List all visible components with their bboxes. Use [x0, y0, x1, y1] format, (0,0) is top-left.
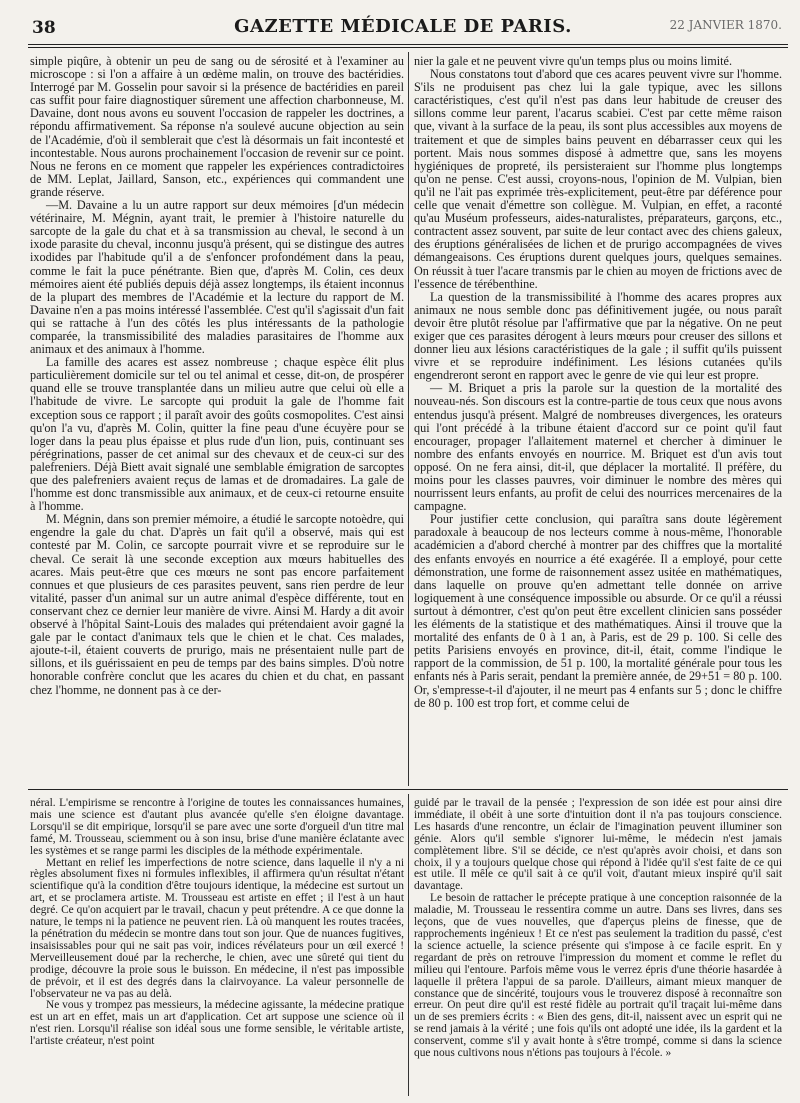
paragraph: simple piqûre, à obtenir un peu de sang ou de sérosité et à l'examiner au microscope : si l'on a affaire à un œdème malin, on trouve des bactéridies. Interrogé par M. Gosselin pour savoir si la présence de bactéridies en pareil cas suffit pour faire diagnostiquer sûrement une affection charbonneuse, M. Davaine, dont nous avons eu souvent l'occasion de rappeler les doctrines, a répondu affirmativement. Sa réponse n'a soulevé aucune objection au sein de l'Académie, d'où il semblerait que c'est là désormais un fait incontesté et incontestable. Nous aurons prochainement l'occasion de revenir sur ce point. Nous ne ferons en ce moment que rappeler les expériences contradictoires de MM. Leplat, Jaillard, Sanson, etc., expériences qui commandent une grande réserve.: [30, 55, 404, 199]
paragraph: M. Mégnin, dans son premier mémoire, a étudié le sarcopte notoèdre, qui engendre la gale du chat. D'après un fait qu'il a observé, mais qui est contesté par M. Colin, ce sarcopte pourrait vivre et se reproduire sur le cheval. Ce serait là une seconde exception aux mœurs habituelles des acares. Mais peut-être que ces mœurs ne sont pas encore parfaitement connues et que plusieurs de ces parasites peuvent, sans rien perdre de leur vitalité, passer d'un animal sur un autre animal d'espèce différente, tout en conservant chez ce dernier leur manière de vivre. Ainsi M. Hardy a dit avoir observé à l'hôpital Saint-Louis des malades qui prétendaient avoir gagné la gale par le contact d'animaux tels que le chien et le chat. Ces malades, ajoute-t-il, étaient couverts de prurigo, mais ne présentaient nulle part de sillons, et ils guérissaient en peu de temps par des bains simples. D'où notre honorable confrère conclut que les acares du chien et du chat, en passant chez l'homme, ne donnent pas à ce der-: [30, 512, 404, 697]
paragraph: nier la gale et ne peuvent vivre qu'un temps plus ou moins limité.: [414, 55, 732, 68]
paragraph: La question de la transmissibilité à l'homme des acares propres aux animaux ne nous semble donc pas définitivement jugée, ou nous paraît devoir être plutôt résolue par l'affirmative que par la négative. On ne peut exiger que ces parasites dérogent à leurs mœurs pour creuser des sillons et donner lieu aux lésions caractéristiques de la gale ; il suffit qu'ils puissent vivre et se reproduire indéfiniment. Les lésions cutanées qu'ils engendreront seront en rapport avec le genre de vie qui leur est propre.: [414, 289, 782, 383]
section-divider: [28, 789, 788, 790]
paragraph: Pour justifier cette conclusion, qui paraîtra sans doute légèrement paradoxale à beaucoup de nos lecteurs comme à nous-même, l'honorable académicien a d'abord cherché à montrer par des chiffres que la mortalité des enfants envoyés en nourrice a été exagérée. Il a employé, pour cette démonstration, une forme de raisonnement assez usitée en mathématiques, dans laquelle on prouve qu'en admettant telle donnée on arrive logiquement à une conséquence impossible ou absurde. Or ce qu'il a réussi surtout à démontrer, c'est qu'on peut être excellent clinicien sans posséder les éléments de la statistique et des mathématiques. Ainsi il trouve que la mortalité des enfants de 0 à 1 an, à Paris, est de 29 p. 100. Si celle des petits Parisiens envoyés en province, dit-il, était, comme l'indique le rapport de la commission, de 51 p. 100, la mortalité générale pour tous les enfants nés à Paris serait, pendant la première année, de 29+51 = 80 p. 100. Or, s'empresse-t-il d'ajouter, il ne meurt pas 4 enfants sur 5 ; donc le chiffre de 80 p. 100 est trop fort, et comme celui de: [414, 512, 782, 710]
top-right-column: [414, 55, 782, 783]
column-divider-bottom: [408, 794, 409, 1096]
header-rule: [28, 44, 788, 45]
paragraph: La famille des acares est assez nombreuse ; chaque espèce élit plus particulièrement domicile sur tel ou tel animal et cesse, dit-on, de prospérer quand elle se trouve transplantée dans un milieu autre que celui où elle a l'habitude de vivre. Le sarcopte qui produit la gale de l'homme fait exception sous ce rapport ; il paraît avoir des goûts cosmopolites. C'est ainsi qu'on l'a vu, d'après M. Colin, quitter la fine peau d'une écuyère pour se loger dans la peau plus épaisse et plus rude d'un lion, puis, continuant ses pérégrinations, passer de cet animal sur des chevaux et de ceux-ci sur des palefreniers. Déjà Biett avait signalé une semblable émigration de sarcoptes que des palefreniers avaient reçus de lamas et de dromadaires. La gale de l'homme est donc transmissible aux animaux, et de ceux-ci retourne ensuite à l'homme.: [30, 355, 404, 514]
newspaper-page: [18, 8, 788, 1098]
page-header: [18, 8, 788, 40]
paragraph: Ne vous y trompez pas messieurs, la médecine agissante, la médecine pratique est un art en effet, mais un art d'application. Cet art suppose une science où il n'est rien. Lorsqu'il réalise son idéal sous une forme sensible, le véritable artiste, l'artiste créateur, n'est point: [30, 999, 404, 1048]
journal-title: GAZETTE MÉDICALE DE PARIS.: [234, 16, 572, 37]
issue-date: 22 JANVIER 1870.: [669, 18, 782, 32]
column-divider-top: [408, 52, 409, 786]
feuilleton-right-column: [414, 798, 782, 1098]
paragraph: guidé par le travail de la pensée ; l'expression de son idée est pour ainsi dire immédiate, il obéit à une sorte d'intuition dont il n'a pas toujours conscience. Les hasards d'une rencontre, un éclair de l'imagination peuvent illuminer son génie. Alors qu'il semble s'ignorer lui-même, le médecin n'est jamais complètement libre. S'il se décide, ce n'est qu'après avoir choisi, et dans son choix, il y a toujours quelque chose qui répond à l'idée qu'il s'est faite de ce qui est utile. Il mêle ce qu'il sait à ce qu'il voit, d'autant mieux inspiré qu'il sait davantage.: [414, 798, 782, 893]
paragraph: — M. Briquet a pris la parole sur la question de la mortalité des nouveau-nés. Son discours est la contre-partie de tous ceux que nous avons entendus jusqu'à présent. Malgré de nombreuses divergences, les orateurs qui l'ont précédé à la tribune étaient d'accord sur ce point qu'il faut encourager, propager l'allaitement maternel et chercher à diminuer le nombre des enfants envoyés en nourrice. M. Briquet est d'un avis tout opposé. On ne fera ainsi, dit-il, que déplacer la mortalité. Il préfère, du moins pour les classes pauvres, voir diminuer le nombre des mères qui nourrissent leurs enfants, au profit de celui des nourrices mercenaires de la campagne.: [414, 381, 782, 514]
header-rule-thin: [28, 47, 788, 48]
paragraph: Le besoin de rattacher le précepte pratique à une conception raisonnée de la maladie, M. Trousseau le ressentira comme un autre. Dans ses livres, dans ses leçons, que de vues nouvelles, que d'aperçus pleins de finesse, que de rapprochements ingénieux ! Et ce n'est pas seulement la tradition du passé, c'est la science actuelle, la science présente qui s'impose à ce facile esprit. En y regardant de près on retrouve l'impression du moment et comme le reflet du milieu qui l'entoure. Parfois même vous le verrez épris d'une théorie hasardée à laquelle il prêtera l'appui de sa parole. D'ailleurs, aimant mieux manquer de constance que de sincérité, toujours vous le trouverez disposé à reconnaître son erreur. On peut dire qu'il est resté fidèle au portrait qu'il traçait lui-même dans un de ses premiers écrits : « Bien des gens, dit-il, naissent avec un esprit qui ne se rend jamais à la vérité ; une fois qu'ils ont adopté une idée, ils la gardent et la conservent, comme s'il y avait honte à s'être trompé, comme si dans la science que nous cultivons nous n'étions pas toujours à l'école. »: [414, 892, 782, 1060]
page-number: 38: [32, 18, 56, 38]
feuilleton-left-column: [30, 798, 404, 1098]
paragraph: néral. L'empirisme se rencontre à l'origine de toutes les connaissances humaines, mais une science est d'autant plus avancée qu'elle s'en éloigne davantage. Lorsqu'il se dit empirique, lorsqu'il se pare avec une sorte d'orgueil d'un titre mal famé, M. Trousseau, sciemment ou à son insu, brise d'une manière éclatante avec les systèmes et se range parmi les disciples de la méthode expérimentale.: [30, 798, 404, 857]
paragraph: Nous constatons tout d'abord que ces acares peuvent vivre sur l'homme. S'ils ne produisent pas chez lui la gale typique, avec les sillons caractéristiques, c'est qu'il n'est pas dans leur habitude de creuser des sillons comme leur parent, l'acarus scabiei. C'est par cette même raison que, vivant à la surface de la peau, ils sont plus accessibles aux moyens de traitement et que de simples bains peuvent en débarrasser ceux qui les portent. Mais nous sommes disposé à admettre que, sans les moyens hygiéniques de propreté, ils persisteraient sur l'homme plus longtemps qu'on ne pense. C'est aussi, croyons-nous, l'opinion de M. Vulpian, bien qu'il ne l'ait pas exprimée très-explicitement, peut-être par déférence pour celle que venait d'émettre son collègue. M. Vulpian, en effet, a raconté qu'au Muséum professeurs, aides-naturalistes, préparateurs, garçons, etc., contractent assez souvent, par suite de leur contact avec des chiens galeux, des éruptions généralisées de lichen et de prurigo accompagnées de vives démangeaisons. Ces éruptions durent quelques jours, quelques semaines. On réussit à tuer l'acare transmis par le chien au moyen de frictions avec de l'essence de térébenthine.: [414, 67, 782, 291]
top-left-column: [30, 55, 404, 783]
paragraph: Mettant en relief les imperfections de notre science, dans laquelle il n'y a ni règles absolument fixes ni formules inflexibles, il affirmera qu'un résultat n'étant scientifique qu'à la condition d'être toujours identique, la médecine est surtout un art, et se proclamera artiste. M. Trousseau est artiste en effet ; il l'est à un haut degré. Ce qu'on acquiert par le travail, chacun y peut prétendre. A ce que donne la nature, le temps ni la patience ne peuvent rien. Là où manquent les routes tracées, la pénétration du médecin se montre dans tout son jour. Que de nuances fugitives, insaisissables pour qui ne sait pas voir, indices révélateurs pour un œil exercé ! Merveilleusement doué par la recherche, le chien, avec une sûreté qui tient du prodige, découvre la proie sous le buisson. En médecine, il n'est pas impossible de prévoir, et il est des degrés dans la clairvoyance. La valeur personnelle de l'observateur ne va pas au delà.: [30, 856, 404, 1000]
paragraph: —M. Davaine a lu un autre rapport sur deux mémoires [d'un médecin vétérinaire, M. Mégnin, ayant trait, le premier à l'histoire naturelle du sarcopte de la gale du chat et à sa transmission au cheval, le second à un ixode parasite du cheval, inconnu jusqu'à présent, qui se distingue des autres ixodides par l'habitude qu'il a de s'enfoncer profondément dans la peau, comme le fait la puce pénétrante. Bien que, d'après M. Colin, ces deux mémoires aient été publiés depuis déjà assez longtemps, ils étaient inconnus de la plupart des membres de l'Académie et la lecture du rapport de M. Davaine n'en a pas moins intéressé l'assemblée. C'est qu'il s'agissait d'un fait qui se rattache à l'un des côtés les plus intéressants de la pathologie comparée, la transmissibilité des maladies parasitaires de l'homme aux animaux et des animaux à l'homme.: [30, 198, 404, 357]
